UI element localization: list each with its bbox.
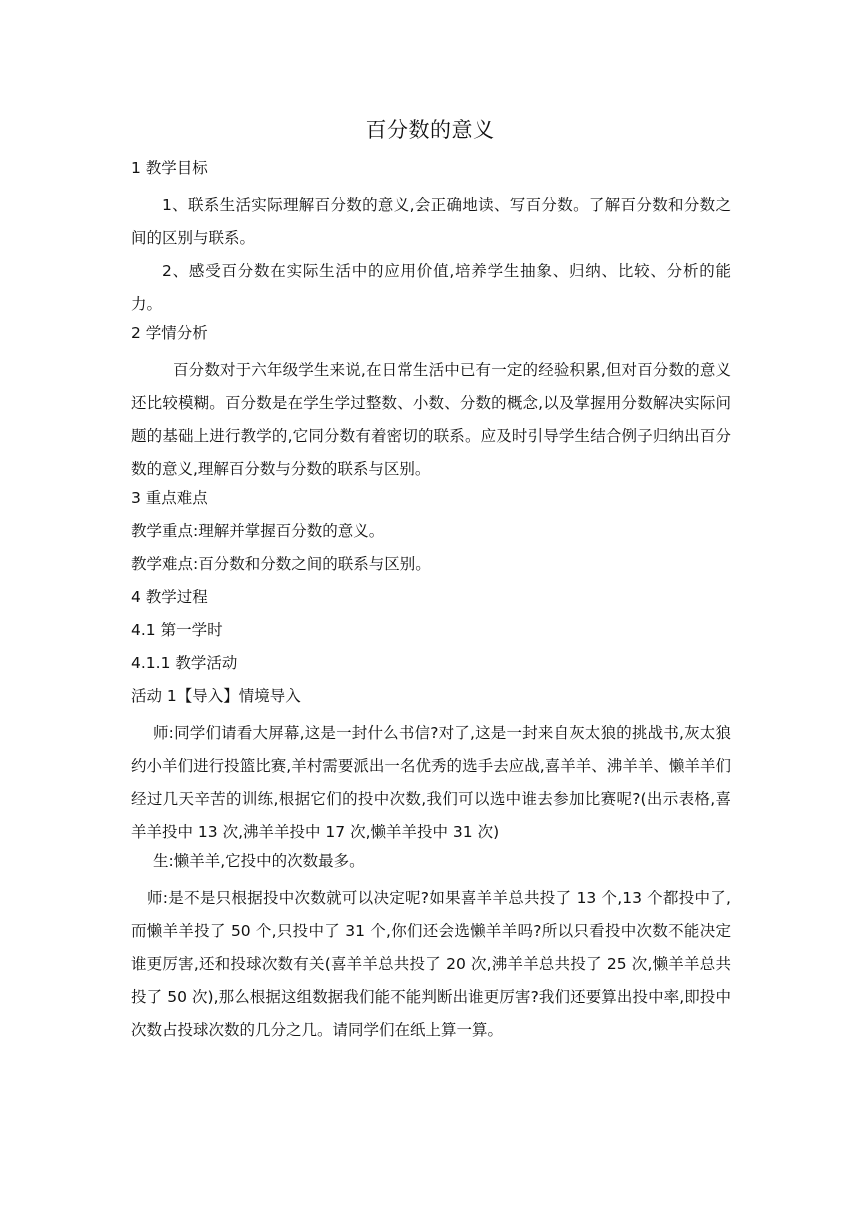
difficult-point-text: 教学难点:百分数和分数之间的联系与区别。 (131, 555, 431, 573)
section-heading-process: 4 教学过程 (131, 588, 208, 606)
analysis-paragraph: 百分数对于六年级学生来说,在日常生活中已有一定的经验积累,但对百分数的意义还比较模糊。百分数是在学生学过整数、小数、分数的概念,以及掌握用分数解决实际问题的基础上进行教学的,它同分数有着密切的联系。应及时引导学生结合例子归纳出百分数的意义,理解百分数与分数的联系与区别。 (131, 361, 731, 478)
section-heading-analysis: 2 学情分析 (131, 324, 208, 342)
section-heading-goals: 1 教学目标 (131, 159, 208, 177)
goal-1-paragraph: 1、联系生活实际理解百分数的意义,会正确地读、写百分数。了解百分数和分数之间的区别与联系。 (131, 196, 731, 247)
section-heading-key: 3 重点难点 (131, 489, 208, 507)
teacher-paragraph-1: 师:同学们请看大屏幕,这是一封什么书信?对了,这是一封来自灰太狼的挑战书,灰太狼约小羊们进行投篮比赛,羊村需要派出一名优秀的选手去应战,喜羊羊、沸羊羊、懒羊羊们经过几天辛苦的训练,根据它们的投中次数,我们可以选中谁去参加比赛呢?(出示表格,喜羊羊投中 13 次,沸羊羊投中 17 次,懒羊羊投中 31 次) (131, 724, 731, 841)
activity-1-title: 活动 1【导入】情境导入 (131, 687, 301, 705)
document-title: 百分数的意义 (365, 118, 495, 142)
activity-heading: 4.1.1 教学活动 (131, 654, 238, 672)
key-point-text: 教学重点:理解并掌握百分数的意义。 (131, 522, 385, 540)
goal-2-paragraph: 2、感受百分数在实际生活中的应用价值,培养学生抽象、归纳、比较、分析的能力。 (131, 262, 731, 313)
teacher-paragraph-2: 师:是不是只根据投中次数就可以决定呢?如果喜羊羊总共投了 13 个,13 个都投中了,而懒羊羊投了 50 个,只投中了 31 个,你们还会选懒羊羊吗?所以只看投中次数不能决定谁更厉害,还和投球次数有关(喜羊羊总共投了 20 次,沸羊羊总共投了 25 次,懒羊羊总共投了 50 次),那么根据这组数据我们能不能判断出谁更厉害?我们还要算出投中率,即投中次数占投球次数的几分之几。请同学们在纸上算一算。 (131, 889, 731, 1039)
document-body (131, 156, 731, 1047)
lesson-heading: 4.1 第一学时 (131, 621, 223, 639)
student-paragraph-1: 生:懒羊羊,它投中的次数最多。 (153, 852, 365, 870)
